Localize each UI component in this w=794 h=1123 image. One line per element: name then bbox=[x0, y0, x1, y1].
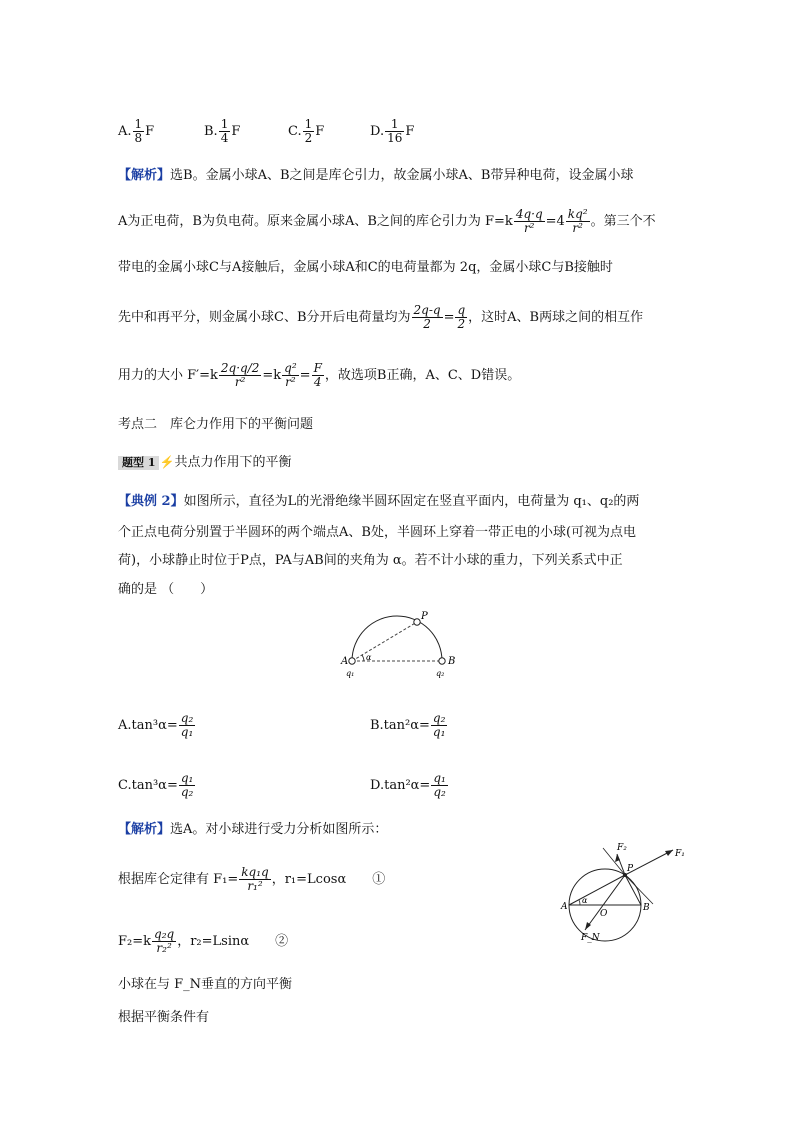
fraction bbox=[133, 118, 145, 145]
lightning-icon: ⚡ bbox=[159, 455, 175, 469]
choice-c bbox=[118, 772, 196, 799]
unit: F bbox=[231, 124, 241, 139]
denominator: 4 bbox=[313, 375, 322, 389]
unit: F bbox=[405, 124, 415, 139]
fraction bbox=[412, 304, 443, 331]
denominator: r₁² bbox=[247, 879, 263, 893]
option-c bbox=[288, 118, 324, 145]
option-letter: A. bbox=[118, 124, 132, 139]
example-line3 bbox=[118, 551, 623, 571]
analysis1-line4 bbox=[118, 304, 643, 331]
option-letter: C. bbox=[288, 124, 302, 139]
fraction bbox=[431, 712, 448, 739]
fraction bbox=[239, 866, 270, 893]
fraction bbox=[219, 118, 231, 145]
analysis-text: 。第三个不 bbox=[590, 214, 656, 229]
denominator: 2 bbox=[423, 317, 431, 331]
example-text: 确的是 （ ） bbox=[118, 582, 214, 597]
numerator: q₂ bbox=[432, 711, 446, 725]
numerator: kq₁q bbox=[241, 865, 269, 879]
analysis2-line1 bbox=[118, 820, 387, 840]
line-ap bbox=[569, 875, 625, 905]
f1-arrow bbox=[665, 850, 673, 856]
topic-badge: 题型 1 bbox=[118, 456, 159, 470]
numerator: 1 bbox=[304, 117, 313, 131]
force-fn bbox=[585, 875, 625, 930]
analysis-text: A为正电荷，B为负电荷。原来金属小球A、B之间的库仑引力为 F=k bbox=[118, 214, 513, 229]
condition-line bbox=[118, 1008, 209, 1028]
analysis1-line5 bbox=[118, 362, 520, 389]
numerator: q₁ bbox=[180, 771, 194, 785]
analysis1-line2 bbox=[118, 208, 656, 235]
fraction bbox=[514, 208, 545, 235]
fraction bbox=[312, 362, 324, 389]
analysis-text: 选B。金属小球A、B之间是库仑引力，故金属小球A、B带异种电荷，设金属小球 bbox=[170, 168, 634, 183]
analysis-text: F₂=k bbox=[118, 934, 152, 949]
label-p: P bbox=[421, 611, 428, 622]
semicircle-figure bbox=[338, 604, 468, 680]
denominator: r² bbox=[285, 375, 296, 389]
numerator: F bbox=[313, 361, 322, 375]
numerator: q₁ bbox=[433, 771, 446, 785]
example-line4 bbox=[118, 580, 213, 600]
numerator: 2q-q bbox=[413, 303, 441, 317]
analysis1-line1 bbox=[118, 166, 633, 186]
fraction bbox=[282, 362, 299, 389]
label-f1: F₁ bbox=[675, 849, 685, 859]
label-a: A bbox=[561, 902, 568, 912]
analysis-text: 根据平衡条件有 bbox=[118, 1010, 210, 1025]
numerator: 2q·q/2 bbox=[220, 361, 260, 375]
analysis-text: 用力的大小 F′=k bbox=[118, 368, 218, 383]
unit: F bbox=[145, 124, 155, 139]
equals-sign: = bbox=[443, 310, 455, 325]
denominator: 2 bbox=[304, 131, 313, 145]
fraction bbox=[219, 362, 262, 389]
denominator: r² bbox=[572, 221, 583, 235]
example-tag: 【典例 2】 bbox=[118, 494, 184, 509]
charge-a bbox=[349, 658, 355, 664]
balance-line bbox=[118, 975, 292, 995]
analysis-text: ，故选项B正确，A、C、D错误。 bbox=[324, 368, 521, 383]
option-letter: B. bbox=[204, 124, 218, 139]
angle-arc bbox=[579, 900, 580, 905]
denominator: q₂ bbox=[180, 785, 194, 799]
denominator: q₁ bbox=[180, 725, 194, 739]
denominator: r² bbox=[234, 375, 246, 389]
choice-label: D.tan²α= bbox=[370, 778, 431, 793]
analysis-text: 带电的金属小球C与A接触后，金属小球A和C的电荷量都为 2q，金属小球C与B接触时 bbox=[118, 260, 613, 275]
extension-line bbox=[625, 875, 653, 904]
analysis-text: ，这时A、B两球之间的相互作 bbox=[468, 310, 644, 325]
analysis-text: 先中和再平分，则金属小球C、B分开后电荷量均为 bbox=[118, 310, 411, 325]
choice-label: A.tan³α= bbox=[118, 718, 178, 733]
numerator: q bbox=[457, 303, 466, 317]
label-a: A bbox=[341, 656, 349, 667]
denominator: r₂² bbox=[156, 941, 172, 955]
denominator: 16 bbox=[387, 131, 403, 145]
label-b: B bbox=[448, 656, 456, 667]
label-b: B bbox=[643, 903, 650, 913]
numerator: q² bbox=[284, 361, 297, 375]
numerator: q₂q bbox=[154, 927, 175, 941]
choice-a bbox=[118, 712, 196, 739]
denominator: q₁ bbox=[432, 725, 446, 739]
pa-line bbox=[352, 622, 417, 661]
label-f2: F₂ bbox=[617, 843, 627, 853]
label-fn: F_N bbox=[581, 933, 600, 943]
analysis-text: ，r₁=Lcosα ① bbox=[271, 872, 386, 887]
charge-b bbox=[439, 658, 445, 664]
label-alpha: α bbox=[582, 896, 588, 905]
fraction bbox=[385, 118, 404, 145]
numerator: kq² bbox=[567, 207, 588, 221]
numerator: 1 bbox=[385, 118, 404, 132]
denominator: 2 bbox=[457, 317, 466, 331]
label-p: P bbox=[627, 864, 634, 874]
analysis1-line3 bbox=[118, 258, 613, 278]
fraction bbox=[303, 118, 315, 145]
label-q2: q₂ bbox=[436, 669, 445, 678]
equals-four: =4 bbox=[545, 214, 565, 229]
option-a bbox=[118, 118, 154, 145]
fraction bbox=[179, 772, 196, 799]
fraction bbox=[152, 928, 176, 955]
equals-sign: = bbox=[299, 368, 311, 383]
numerator: q₂ bbox=[180, 711, 194, 725]
analysis-text: ，r₂=Lsinα ② bbox=[177, 934, 289, 949]
denominator: q₂ bbox=[433, 785, 446, 799]
example-text: 荷)，小球静止时位于P点，PA与AB间的夹角为 α。若不计小球的重力，下列关系式中正 bbox=[118, 553, 623, 568]
option-letter: D. bbox=[370, 124, 385, 139]
analysis-tag: 【解析】 bbox=[118, 822, 171, 837]
analysis-text: 根据库仑定律有 F₁= bbox=[118, 872, 239, 887]
numerator: 1 bbox=[134, 117, 143, 131]
denominator: 8 bbox=[134, 131, 143, 145]
analysis-text: 小球在与 F_N垂直的方向平衡 bbox=[118, 977, 293, 992]
fraction bbox=[566, 208, 590, 235]
topic-header bbox=[118, 452, 291, 473]
ball-p bbox=[414, 619, 420, 625]
denominator: r² bbox=[523, 221, 535, 235]
numerator: 1 bbox=[220, 117, 229, 131]
denominator: 4 bbox=[220, 131, 229, 145]
analysis-text: 选A。对小球进行受力分析如图所示： bbox=[170, 822, 388, 837]
fraction bbox=[455, 304, 467, 331]
label-q1: q₁ bbox=[346, 669, 355, 678]
f2-line bbox=[118, 928, 288, 955]
choice-b bbox=[370, 712, 448, 739]
fraction bbox=[179, 712, 196, 739]
fraction bbox=[431, 772, 448, 799]
choice-label: B.tan²α= bbox=[370, 718, 430, 733]
label-o: O bbox=[600, 909, 608, 919]
example-text: 如图所示，直径为L的光滑绝缘半圆环固定在竖直平面内，电荷量为 q₁、q₂的两 bbox=[183, 494, 640, 509]
unit: F bbox=[315, 124, 325, 139]
force-diagram bbox=[555, 838, 695, 958]
example-text: 个正点电荷分别置于半圆环的两个端点A、B处，半圆环上穿着一带正电的小球(可视为点电 bbox=[118, 525, 637, 540]
topic-subtitle: 共点力作用下的平衡 bbox=[174, 455, 292, 470]
section-title: 考点二 库仑力作用下的平衡问题 bbox=[118, 417, 314, 432]
angle-arc bbox=[362, 655, 364, 661]
example-line1 bbox=[118, 492, 639, 512]
analysis-tag: 【解析】 bbox=[118, 168, 171, 183]
line-pb bbox=[625, 875, 641, 905]
option-b bbox=[204, 118, 240, 145]
label-alpha: α bbox=[366, 653, 372, 662]
choice-label: C.tan³α= bbox=[118, 778, 178, 793]
example-line2 bbox=[118, 523, 636, 543]
equals-k: =k bbox=[262, 368, 282, 383]
option-d bbox=[370, 118, 414, 145]
choice-d bbox=[370, 772, 449, 799]
numerator: 4q·q bbox=[515, 207, 543, 221]
coulomb-law-line bbox=[118, 866, 385, 893]
